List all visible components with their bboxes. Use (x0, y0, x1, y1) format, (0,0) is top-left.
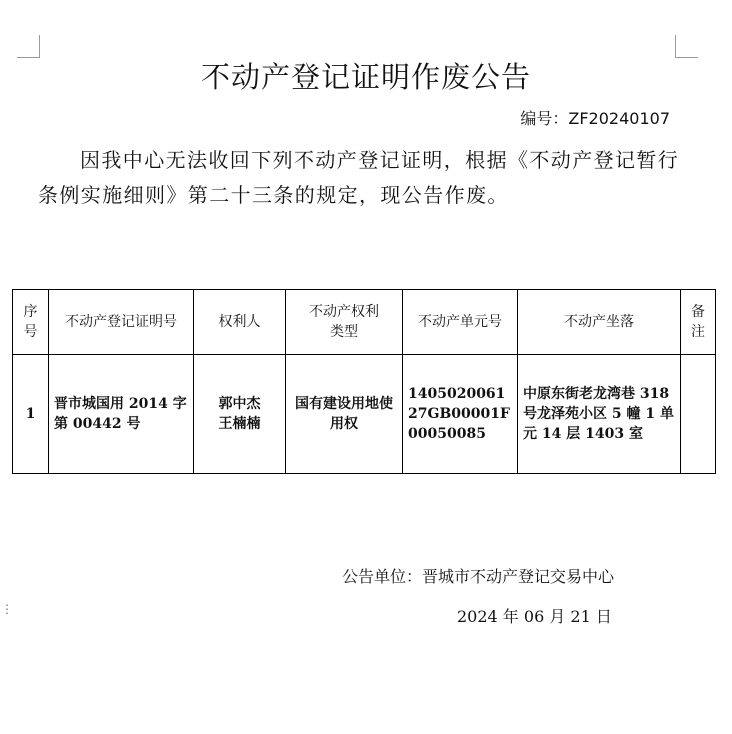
issuer-line: 公告单位：晋城市不动产登记交易中心 (342, 567, 615, 586)
cell-location: 中原东街老龙湾巷 318 号龙泽苑小区 5 幢 1 单元 14 层 1403 室 (518, 355, 681, 474)
cell-holder-name: 王楠楠 (218, 416, 261, 432)
serial-number: 编号：ZF20240107 (520, 109, 670, 128)
date-line: 2024 年 06 月 21 日 (457, 607, 612, 626)
drag-handle-icon[interactable]: ⋮ (1, 602, 13, 616)
cell-right-type: 国有建设用地使用权 (286, 355, 403, 474)
certificate-table (12, 289, 716, 474)
page-title: 不动产登记证明作废公告 (200, 60, 531, 94)
cell-cert-no: 晋市城国用 2014 字第 00442 号 (49, 355, 194, 474)
header-holder: 权利人 (194, 290, 286, 355)
header-cert-no: 不动产登记证明号 (49, 290, 194, 355)
notice-paragraph: 因我中心无法收回下列不动产登记证明，根据《不动产登记暂行条例实施细则》第二十三条的规定，现公告作废。 (38, 148, 680, 207)
cell-remark (681, 355, 716, 474)
header-unit-no: 不动产单元号 (403, 290, 518, 355)
cell-unit-no: 140502006127GB00001F00050085 (403, 355, 518, 474)
cell-holder (194, 355, 286, 474)
page-margin-corner-top-right (675, 35, 698, 58)
header-location: 不动产坐落 (518, 290, 681, 355)
header-seq: 序号 (13, 290, 49, 355)
table-row (13, 355, 716, 474)
header-remark: 备注 (681, 290, 716, 355)
page-margin-corner-top-left (17, 35, 40, 58)
cell-holder-name: 郭中杰 (218, 396, 261, 412)
cell-seq: 1 (13, 355, 49, 474)
table-header-row (13, 290, 716, 355)
header-right-type: 不动产权利类型 (286, 290, 403, 355)
